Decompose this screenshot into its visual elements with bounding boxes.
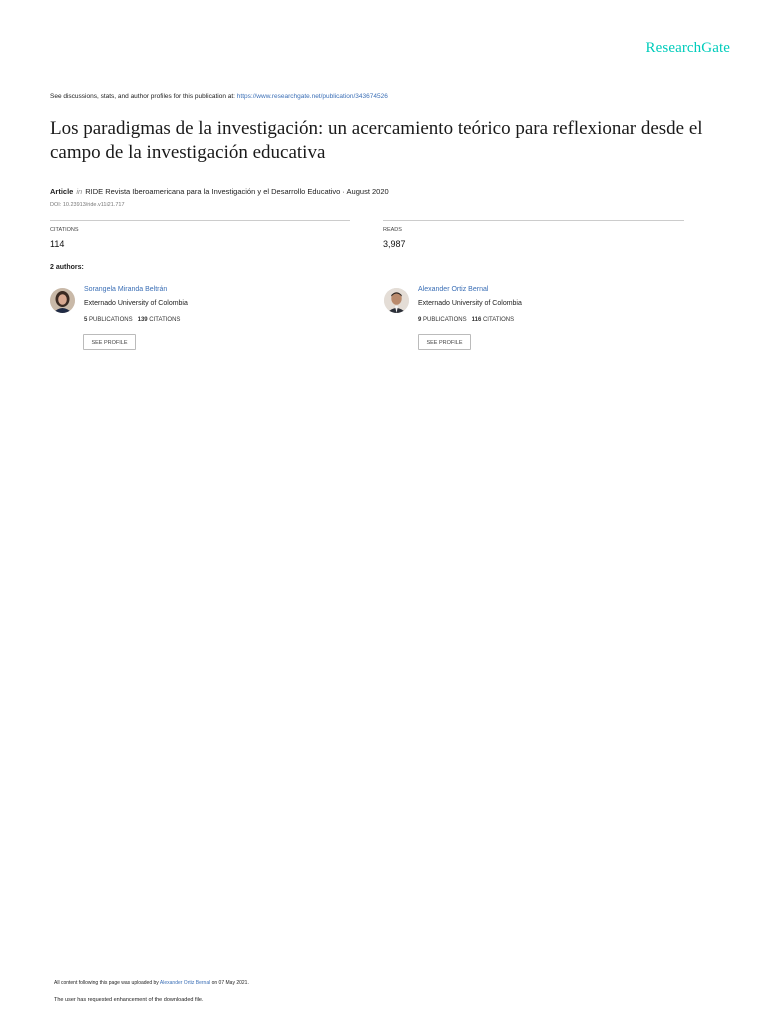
researchgate-logo[interactable]: ResearchGate (645, 40, 730, 56)
article-in: in (76, 187, 83, 196)
article-doi: DOI: 10.23913/ride.v11i21.717 (50, 202, 125, 208)
reads-divider (383, 220, 684, 221)
author-citations-label: CITATIONS (482, 317, 515, 323)
author-citations-label: CITATIONS (149, 317, 181, 323)
citations-label: CITATIONS (50, 227, 79, 233)
article-meta (50, 187, 389, 196)
author-publications-count: 5 (84, 317, 88, 323)
see-profile-button[interactable]: SEE PROFILE (83, 334, 136, 350)
uploader-link[interactable]: Alexander Ortiz Bernal (159, 980, 211, 986)
upload-note (54, 980, 249, 986)
publication-link[interactable]: https://www.researchgate.net/publication/343674526 (236, 93, 388, 100)
author-citations-count: 116 (471, 317, 482, 323)
author-affiliation: Externado University of Colombia (418, 300, 522, 307)
reads-label: READS (383, 227, 402, 233)
discussion-line (50, 93, 388, 100)
article-venue[interactable]: RIDE Revista Iberoamericana para la Investigación y el Desarrollo Educativo · August 2020 (85, 187, 389, 196)
publication-title: Los paradigmas de la investigación: un acercamiento teórico para reflexionar desde el campo de la investigación educativa (50, 118, 703, 163)
upload-suffix: on 07 May 2021. (210, 980, 249, 986)
author-stats (418, 317, 514, 323)
see-profile-button[interactable]: SEE PROFILE (418, 334, 471, 350)
upload-prefix: All content following this page was uploaded by (54, 980, 160, 986)
author-citations-count: 139 (137, 317, 148, 323)
citations-value: 114 (50, 239, 65, 249)
author-avatar[interactable] (50, 288, 75, 313)
author-publications-label: PUBLICATIONS (89, 317, 133, 323)
author-name[interactable]: Sorangela Miranda Beltrán (84, 286, 168, 293)
enhancement-note: The user has requested enhancement of the downloaded file. (54, 997, 204, 1003)
author-publications-label: PUBLICATIONS (423, 317, 467, 323)
reads-value: 3,987 (383, 239, 406, 249)
author-photo-icon (50, 288, 75, 313)
citations-divider (50, 220, 350, 221)
author-publications-count: 9 (418, 317, 422, 323)
author-name[interactable]: Alexander Ortiz Bernal (418, 286, 489, 293)
article-type: Article (50, 187, 74, 196)
discussion-text: See discussions, stats, and author profiles for this publication at: (50, 93, 237, 100)
author-affiliation: Externado University of Colombia (84, 300, 188, 307)
author-photo-icon (384, 288, 409, 313)
authors-heading: 2 authors: (50, 264, 84, 271)
author-stats (84, 317, 180, 323)
author-avatar[interactable] (384, 288, 409, 313)
